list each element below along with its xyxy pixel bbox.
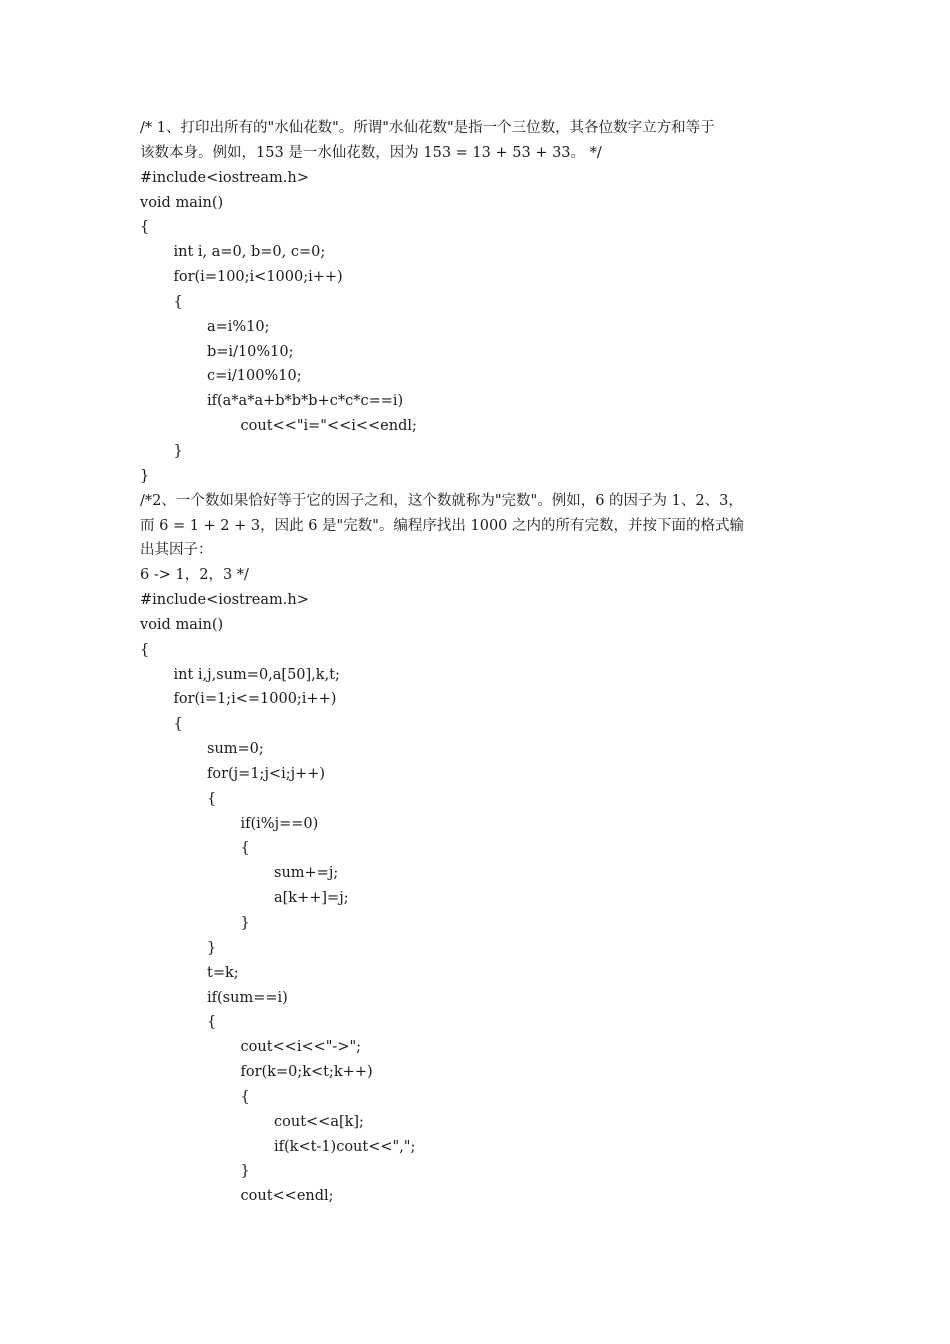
document-line: 出其因子：	[140, 542, 213, 559]
document-body	[140, 116, 830, 1209]
document-line: {	[173, 716, 183, 733]
document-line: if(i%j==0)	[240, 815, 319, 832]
document-line: 而 6 = 1 + 2 + 3，因此 6 是"完数"。编程序找出 1000 之内的所有完数，并按下面的格式输	[140, 517, 745, 534]
document-line: {	[240, 840, 250, 857]
document-line: #include<iostream.h>	[140, 592, 309, 609]
document-line: }	[240, 915, 250, 931]
document-line: for(j=1;j<i;j++)	[207, 765, 326, 782]
document-line: void main()	[140, 194, 224, 211]
document-line: t=k;	[207, 964, 239, 981]
document-line: /*2、一个数如果恰好等于它的因子之和，这个数就称为"完数"。例如，6 的因子为 1、2、3，	[140, 492, 743, 509]
document-line: int i, a=0, b=0, c=0;	[173, 244, 326, 261]
document-line: int i,j,sum=0,a[50],k,t;	[173, 666, 340, 683]
document-line: for(i=1;i<=1000;i++)	[173, 691, 337, 708]
document-line: for(i=100;i<1000;i++)	[173, 269, 343, 286]
document-line: b=i/10%10;	[207, 343, 294, 360]
document-line: c=i/100%10;	[207, 368, 302, 385]
document-line: cout<<"i="<<i<<endl;	[240, 418, 417, 435]
document-line: if(sum==i)	[207, 989, 288, 1006]
document-line: }	[173, 442, 183, 459]
document-line: }	[240, 1163, 250, 1180]
document-line: {	[140, 219, 150, 236]
document-line: }	[140, 467, 150, 484]
document-line: {	[140, 641, 150, 658]
document-line: if(k<t-1)cout<<",";	[274, 1138, 416, 1155]
document-line: {	[173, 293, 183, 310]
document-line: #include<iostream.h>	[140, 169, 309, 186]
document-line: {	[240, 1088, 250, 1105]
document-line: {	[207, 1014, 217, 1031]
document-line: for(k=0;k<t;k++)	[240, 1064, 373, 1081]
document-line: a[k++]=j;	[274, 890, 349, 907]
document-line: void main()	[140, 616, 224, 633]
document-line: }	[207, 939, 217, 956]
document-line: 该数本身。例如，153 是一水仙花数，因为 153 = 13 + 53 + 33。 */	[140, 144, 602, 161]
document-line: if(a*a*a+b*b*b+c*c*c==i)	[207, 393, 404, 410]
document-line: sum=0;	[207, 741, 264, 758]
document-line: a=i%10;	[207, 318, 270, 335]
document-line: cout<<a[k];	[274, 1113, 364, 1130]
document-line: 6 -> 1，2，3 */	[140, 567, 249, 584]
document-line: sum+=j;	[274, 865, 339, 882]
document-line: cout<<endl;	[240, 1188, 334, 1205]
document-line: /* 1、打印出所有的"水仙花数"。所谓"水仙花数"是指一个三位数，其各位数字立方和等于	[140, 120, 715, 136]
document-line: cout<<i<<"->";	[240, 1039, 362, 1056]
document-line: {	[207, 790, 217, 807]
